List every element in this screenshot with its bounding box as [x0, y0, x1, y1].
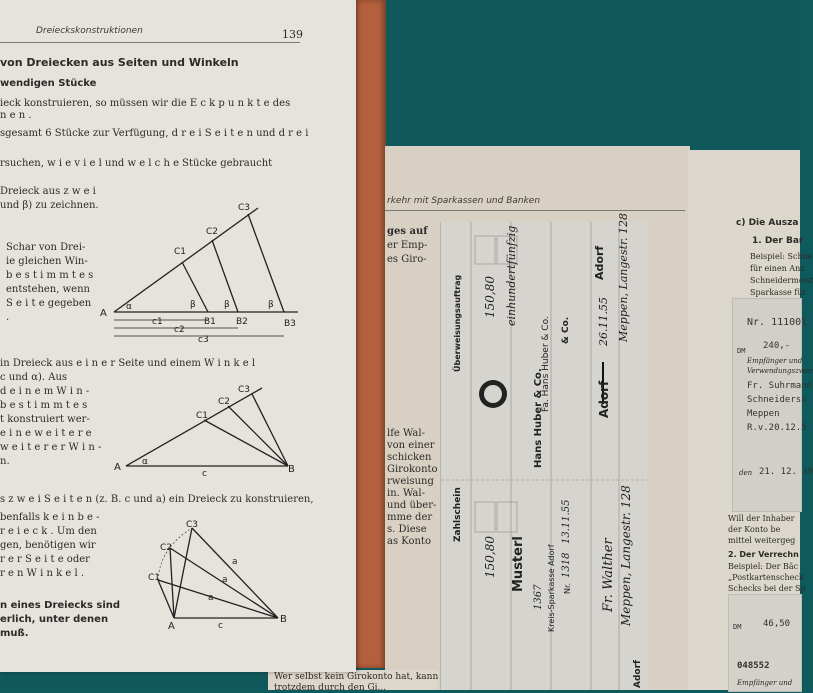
- fig2-label-C3: C3: [238, 385, 251, 395]
- block3-line: t konstruiert wer-: [0, 414, 90, 425]
- right-text-line: lfe Wal-: [387, 428, 425, 439]
- right-text-line: es Giro-: [387, 254, 427, 265]
- block2-line: ie gleichen Win-: [6, 256, 88, 267]
- amount-handwritten-lower: 150,80: [483, 536, 497, 578]
- far-line: Schneidermeist: [750, 276, 813, 285]
- fig2-label-B: B: [288, 464, 295, 475]
- intro-line: n e n .: [0, 110, 32, 121]
- right-page-header: rkehr mit Sparkassen und Banken: [387, 196, 541, 206]
- amount-words-handwritten: einhundertfünfzig: [505, 225, 518, 326]
- empf-line: Verwendungszwec: [747, 367, 813, 375]
- right-text-line: er Emp-: [387, 240, 428, 251]
- block3-line: c und α). Aus: [0, 372, 68, 383]
- right-text-line: in. Wal-: [387, 488, 425, 499]
- fig2-label-C1: C1: [196, 411, 209, 421]
- dm-label-2: DM: [733, 623, 742, 631]
- block2-line: b e s t i m m t e s: [6, 270, 94, 281]
- section-title: von Dreiecken aus Seiten und Winkeln: [0, 56, 239, 69]
- adorf-top: Adorf: [593, 245, 606, 280]
- fig1-label-C3: C3: [238, 203, 251, 213]
- block4-line: r e i e c k . Um den: [0, 526, 97, 537]
- far-line: der Konto be: [728, 525, 781, 534]
- subsection-title: wendigen Stücke: [0, 78, 97, 89]
- bottom-text-line: trotzdem durch den Gi...: [274, 683, 387, 693]
- fig1-label-B2: B2: [236, 317, 248, 327]
- fig1-label-A: A: [100, 308, 107, 319]
- block2-line: .: [6, 312, 10, 323]
- intro-line: sgesamt 6 Stücke zur Verfügung, d r e i S e i t e n und d r e i: [0, 128, 309, 139]
- book-spine: [352, 0, 386, 668]
- fig2-label-c: c: [202, 469, 207, 479]
- block4-line: gen, benötigen wir: [0, 540, 96, 551]
- slip-date-handwritten: 26.11.55: [597, 297, 610, 346]
- slip-address-lower: Meppen, Langestr. 128: [619, 485, 633, 626]
- block4-line: benfalls k e i n b e -: [0, 512, 100, 523]
- far-line: Will der Inhaber: [728, 514, 795, 523]
- fig1-label-c2: c2: [174, 325, 185, 335]
- page-header: Dreieckskonstruktionen: [36, 26, 143, 36]
- fig1-alpha: α: [126, 302, 132, 312]
- block4-line: s z w e i S e i t e n (z. B. c und a) ein Dreieck zu konstruieren,: [0, 494, 314, 505]
- right-text-line: rweisung: [387, 476, 434, 487]
- block5-line: erlich, unter denen: [0, 614, 109, 625]
- cheque-amount-2: 46,50: [763, 619, 791, 629]
- intro-line: rsuchen, w i e v i e l und w e l c h e Stücke gebraucht: [0, 158, 273, 169]
- adorf-mid: Adorf: [597, 380, 611, 418]
- fig1-label-B3: B3: [284, 319, 296, 329]
- figure-1-similar-triangles: [98, 196, 308, 344]
- far-line: Schecks bei der Sp: [728, 584, 806, 593]
- block3-line: n.: [0, 456, 10, 467]
- typed-line: Meppen: [747, 409, 780, 419]
- far-line: „Postkartenscheck: [728, 573, 804, 582]
- fig1-beta-2: β: [224, 300, 230, 310]
- block2-line: Schar von Drei-: [6, 242, 86, 253]
- empf-line: Empfänger und: [747, 357, 803, 365]
- fig3-label-C1: C1: [148, 573, 161, 583]
- typed-line: R.v.20.12.5: [747, 423, 807, 433]
- slip-nr-label: Nr.: [563, 582, 572, 594]
- firm-mid: Hans Huber & Co.: [533, 368, 544, 468]
- far-heading: c) Die Ausza: [736, 218, 799, 228]
- fig3-label-a-2: a: [222, 575, 228, 585]
- fig1-label-B1: B1: [204, 317, 216, 327]
- block3-line: e i n e w e i t e r e: [0, 428, 92, 439]
- slip-bank-date: 13.11.55: [561, 499, 572, 544]
- block3-line: b e s t i m m t e s: [0, 400, 88, 411]
- zahlschein-label: Zahlschein: [453, 487, 463, 542]
- far-line: mittel weitergeg: [728, 536, 796, 545]
- far-line: für einen Anz: [750, 264, 805, 273]
- ueberweisung-label: Überweisungsauftrag: [453, 274, 462, 372]
- far-beispiel-1: Beispiel: Schne: [750, 252, 813, 261]
- left-book-page: [0, 0, 356, 672]
- musterl-label: Musterl: [511, 536, 526, 592]
- header-rule: [385, 210, 685, 211]
- block5-line: muß.: [0, 628, 29, 639]
- fig2-alpha: α: [142, 457, 148, 467]
- block3-line: w e i t e r e r W i n -: [0, 442, 102, 453]
- fig3-label-C3: C3: [186, 520, 199, 530]
- far-cheque-2: [728, 594, 802, 692]
- slip-sparkasse: Kreis-Sparkasse Adorf: [547, 544, 556, 632]
- block5-line: n eines Dreiecks sind: [0, 600, 121, 611]
- empf-bottom: Empfänger und: [737, 679, 793, 687]
- right-text-line: mme der: [387, 512, 433, 523]
- far-item-2: 2. Der Verrechn: [728, 550, 799, 559]
- fig1-label-C2: C2: [206, 227, 219, 237]
- far-line: Sparkasse für: [750, 288, 807, 297]
- bottom-text-line: Wer selbst kein Girokonto hat, kann: [274, 672, 439, 682]
- fig1-label-C1: C1: [174, 247, 187, 257]
- adorf-bottom: Adorf: [633, 660, 643, 688]
- block2-line: S e i t e gegeben: [6, 298, 92, 309]
- right-text-line: von einer: [387, 440, 435, 451]
- far-beispiel-2: Beispiel: Der Bäc: [728, 562, 799, 571]
- fig3-label-A: A: [168, 621, 175, 632]
- bottom-page-strip: [268, 670, 439, 693]
- figure-2-triangles: [112, 380, 302, 479]
- right-text-line: und über-: [387, 500, 437, 511]
- block1-line: Dreieck aus z w e i: [0, 186, 96, 197]
- page-number: 139: [282, 28, 303, 41]
- payment-slip: [440, 212, 647, 690]
- cheque-date: 21. 12. 19: [759, 467, 813, 477]
- dm-label: DM: [737, 347, 746, 355]
- cheque-amount: 240,-: [763, 341, 791, 351]
- intro-line: ieck konstruieren, so müssen wir die E c k p u n k t e des: [0, 98, 291, 109]
- fig3-label-a-3: a: [232, 557, 238, 567]
- fig3-label-c: c: [218, 621, 223, 631]
- slip-name-handwritten: Fr. Walther: [601, 538, 616, 612]
- right-text-line: as Konto: [387, 536, 431, 547]
- fig3-label-B: B: [280, 614, 287, 625]
- fig3-label-a-1: a: [208, 593, 214, 603]
- date-label: den: [739, 469, 753, 477]
- slip-address-handwritten: Meppen, Langestr. 128: [617, 212, 630, 342]
- fig2-label-A: A: [114, 462, 121, 473]
- block4-line: r e n W i n k e l .: [0, 568, 85, 579]
- far-cheque: [732, 298, 813, 512]
- fig3-label-C2: C2: [160, 543, 173, 553]
- block2-line: entstehen, wenn: [6, 284, 90, 295]
- right-text-line: schicken: [387, 452, 432, 463]
- fig1-beta-3: β: [268, 300, 274, 310]
- figure-3-triangles: [146, 518, 296, 630]
- block4-line: r e r S e i t e oder: [0, 554, 90, 565]
- typed-line: Fr. Suhrmann: [747, 381, 813, 391]
- right-text-line: Girokonto: [387, 464, 438, 475]
- right-text-line: ges auf: [387, 226, 428, 237]
- block3-line: d e i n e m W i n -: [0, 386, 90, 397]
- fig1-label-c1: c1: [152, 317, 163, 327]
- right-text-line: s. Diese: [387, 524, 427, 535]
- slip-konto: 1367: [533, 584, 544, 610]
- fig2-label-C2: C2: [218, 397, 231, 407]
- fig1-beta-1: β: [190, 300, 196, 310]
- scheck-nr: 048552: [737, 661, 770, 671]
- fig1-label-c3: c3: [198, 335, 209, 345]
- cheque-nr: Nr. 111001: [747, 317, 808, 328]
- far-right-book-page: [688, 150, 813, 690]
- slip-bank-no: 1318: [561, 552, 572, 578]
- amount-handwritten: 150,80: [483, 276, 497, 318]
- block3-line: in Dreieck aus e i n e r Seite und einem W i n k e l: [0, 358, 256, 369]
- header-rule: [0, 42, 300, 43]
- block1-line: und β) zu zeichnen.: [0, 200, 99, 211]
- typed-line: Schneiderss: [747, 395, 807, 405]
- far-item-1: 1. Der Bar: [752, 236, 804, 246]
- firm-top: Fa. Hans Huber & Co.: [541, 316, 551, 412]
- a-co-top: & Co.: [561, 316, 571, 344]
